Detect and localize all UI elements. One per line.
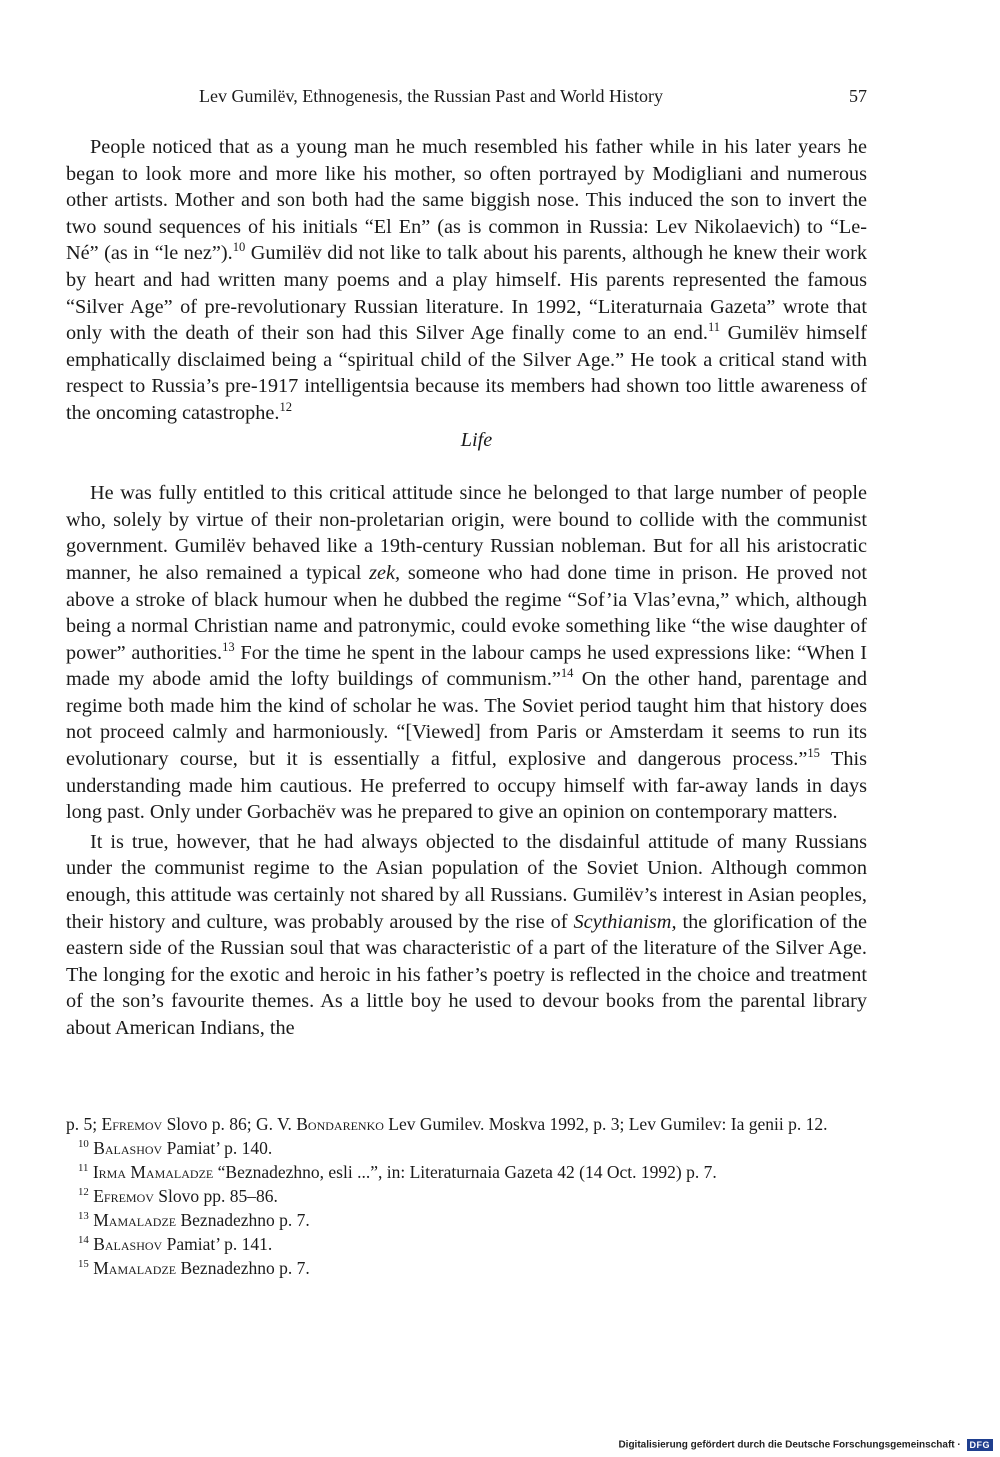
footnote: $^{10}$ Balashov Pamiat’ p. 140.: [78, 1138, 273, 1158]
footnote-ref[interactable]: 13: [222, 639, 235, 654]
footnote: $^{11}$ Irma Mamaladze “Beznadezhno, esli ...”, in: Literaturnaia Gazeta 42 (14 Oct. 1992) p. 7.: [78, 1162, 717, 1182]
footnote: $^{13}$ Mamaladze Beznadezhno p. 7.: [78, 1210, 310, 1230]
footnote-ref[interactable]: 14: [560, 666, 574, 681]
footnote-ref[interactable]: 15: [807, 746, 820, 761]
footnotes: [66, 1112, 867, 1280]
footnote-ref[interactable]: 12: [279, 400, 293, 415]
footnote: $^{15}$ Mamaladze Beznadezhno p. 7.: [78, 1258, 310, 1278]
paragraph: It is true, however, that he had always objected to the disdainful attitude of many Russians under the communist regime to the Asian population of the Soviet Union. Although common enough, this attitude was certainly not shared by all Russians. Gumilëv’s interest in Asian peoples, their history and culture, was probably aroused by the rise of Scythianism, the glorification of the eastern side of the Russian soul that was characteristic of a part of the literature of the Silver Age. The longing for the exotic and heroic in his father’s poetry is reflected in the choice and treatment of the son’s favourite themes. As a little boy he used to devour books from the parental library about American Indians, the: [66, 830, 867, 1039]
footnote-ref[interactable]: 11: [707, 320, 721, 335]
footnote: $^{12}$ Efremov Slovo pp. 85–86.: [78, 1186, 278, 1206]
dfg-logo: DFG: [967, 1439, 994, 1451]
footnote-ref[interactable]: 10: [232, 240, 246, 255]
digitization-credit: Digitalisierung gefördert durch die Deutsche Forschungsgemeinschaft · DFG: [618, 1439, 993, 1451]
running-head: [66, 86, 867, 108]
main-text: [66, 134, 867, 1042]
footnote: $^{14}$ Balashov Pamiat’ p. 141.: [78, 1234, 273, 1254]
footnote-continuation: p. 5; Efremov Slovo p. 86; G. V. Bondarenko Lev Gumilev. Moskva 1992, p. 3; Lev Gumilev: Ia genii p. 12.: [66, 1114, 828, 1134]
page-number: 57: [849, 86, 867, 106]
paragraph: People noticed that as a young man he much resembled his father while in his later years he began to look more and more like his mother, so often portrayed by Modigliani and numerous other artists. Mother and son both had the same biggish nose. This induced the son to invert the two sound sequences of his initials “El En” (as is common in Russia: Lev Nikolaevich) to “Le-Né” (as in “le nez”).$^{10}$ Gumilëv did not like to talk about his parents, although he knew their work by heart and had written many poems and a play himself. His parents represented the famous “Silver Age” of pre-revolutionary Russian literature. In 1992, “Literaturnaia Gazeta” wrote that only with the death of their son had this Silver Age finally come to an end.$^{11}$ Gumilëv himself emphatically disclaimed being a “spiritual child of the Silver Age.” He took a critical stand with respect to Russia’s pre-1917 intelligentsia because its members had shown too little awareness of the oncoming catastrophe.$^{12}$: [66, 136, 867, 424]
section-heading: Life: [460, 428, 493, 451]
paragraph: He was fully entitled to this critical attitude since he belonged to that large number of people who, solely by virtue of their non-proletarian origin, were bound to collide with the communist government. Gumilëv behaved like a 19th-century Russian nobleman. But for all his aristocratic manner, he also remained a typical zek, someone who had done time in prison. He proved not above a stroke of black humour when he dubbed the regime “Sof’ia Vlas’evna,” which, although being a normal Christian name and patronymic, could evoke something like “the wise daughter of power” authorities.$^{13}$ For the time he spent in the labour camps he used expressions like: “When I made my abode amid the lofty buildings of communism.”$^{14}$ On the other hand, parentage and regime both made him the kind of scholar he was. The Soviet period taught him that history does not proceed calmly and harmoniously. “[Viewed] from Paris or Amsterdam it seems to run its evolutionary course, but it is essentially a fitful, explosive and dangerous process.”$^{15}$ This understanding made him cautious. He preferred to occupy himself with far-away lands in days long past. Only under Gorbachëv was he prepared to give an opinion on contemporary matters.: [66, 482, 867, 824]
running-title: Lev Gumilëv, Ethnogenesis, the Russian Past and World History: [199, 86, 664, 106]
